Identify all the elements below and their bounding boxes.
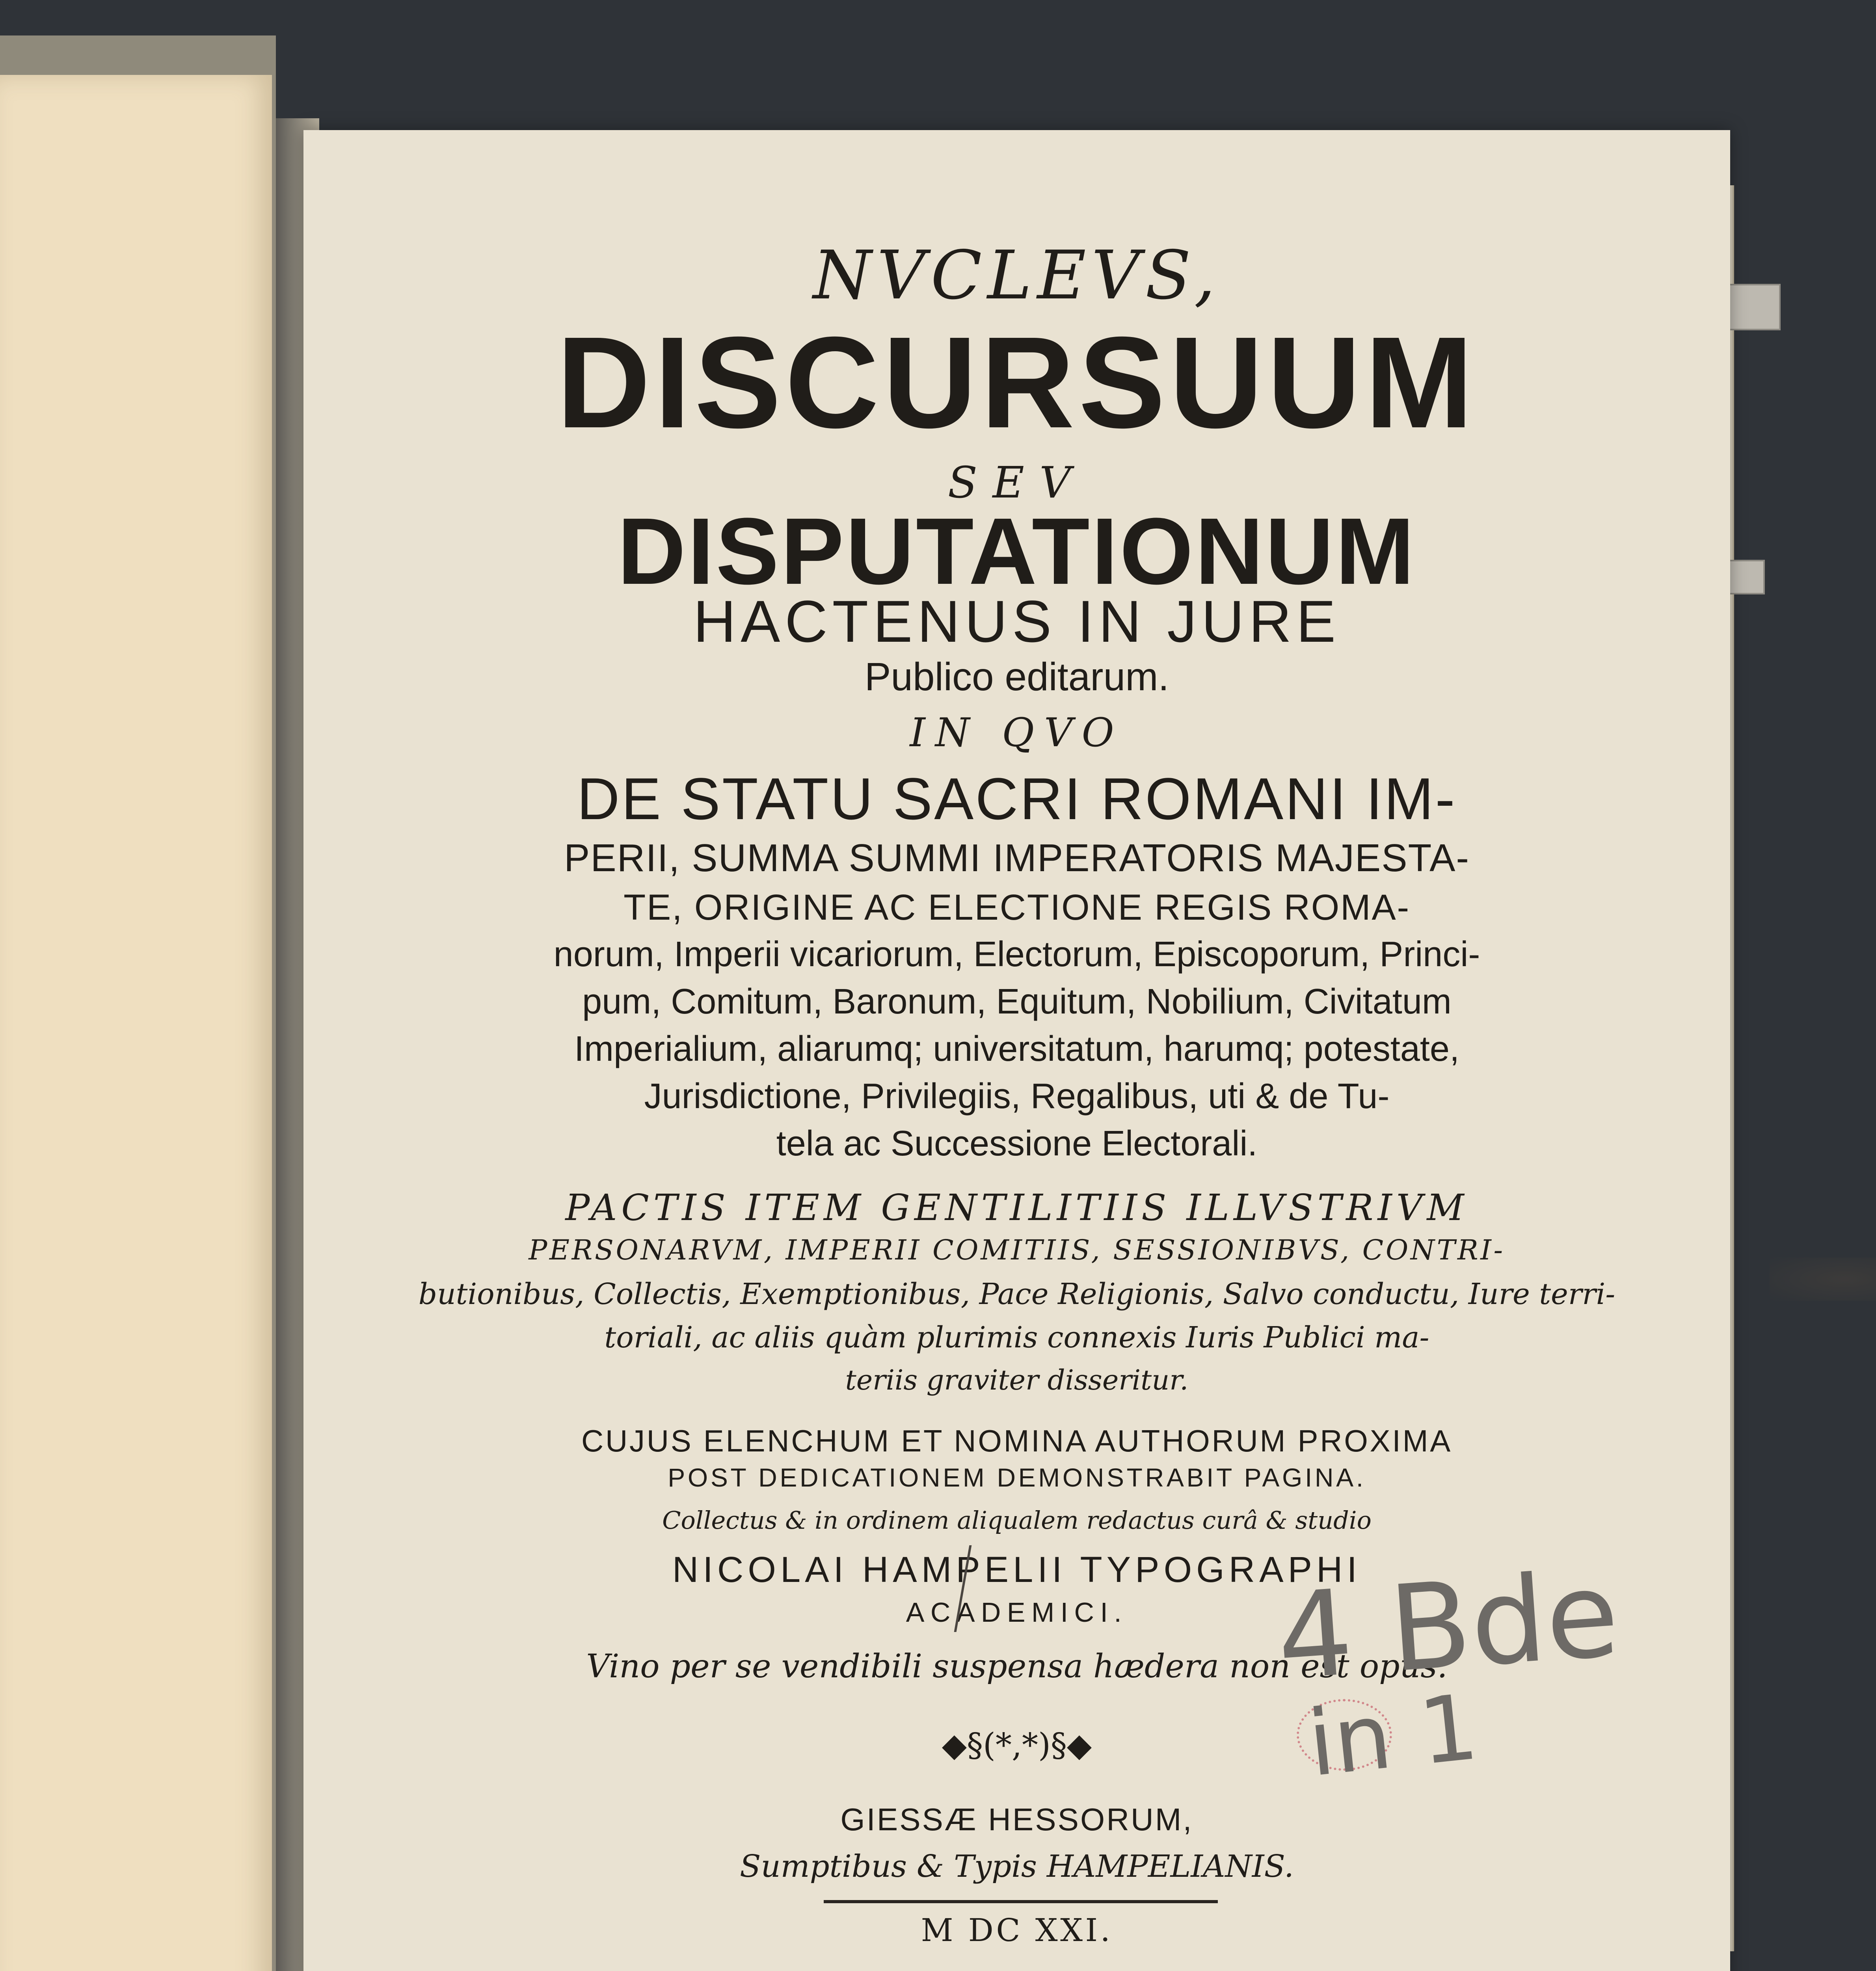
title-seu: SEV [947,457,1086,508]
body-line: PERII, SUMMA SUMMI IMPERATORIS MAJESTA- [564,836,1470,879]
handwritten-note: 4 Bde [1272,1545,1623,1706]
title-nucleus: NVCLEVS, [813,237,1221,315]
title-hactenus: HACTENUS IN JURE [693,588,1341,654]
printer-ornament: ◆§(*,*)§◆ [942,1727,1092,1764]
title-disputationum: DISPUTATIONUM [617,498,1416,604]
cujus-line: CUJUS ELENCHUM ET NOMINA AUTHORUM PROXIMA [581,1423,1452,1458]
title-discursuum: DISCURSUUM [556,309,1477,455]
post-line: POST DEDICATIONEM DEMONSTRABIT PAGINA. [668,1463,1366,1492]
body-line: pum, Comitum, Baronum, Equitum, Nobilium, Civitatum [582,982,1452,1021]
body-line: Imperialium, aliarumq; universitatum, harumq; potestate, [574,1029,1459,1069]
title-page [303,130,1730,1971]
pactis-line: PERSONARVM, IMPERII COMITIIS, SESSIONIBVS, CONTRI- [529,1234,1505,1266]
pactis-line: PACTIS ITEM GENTILITIIS ILLVSTRIVM [565,1187,1468,1229]
body-line: Jurisdictione, Privilegiis, Regalibus, uti & de Tu- [644,1077,1390,1116]
left-endpaper [0,75,272,1971]
motto-line: Vino per se vendibili suspensa hædera non est opus. [586,1648,1448,1685]
academici-line: ACADEMICI. [906,1597,1128,1628]
imprint-place: GIESSÆ HESSORUM, [840,1802,1193,1837]
title-in-quo: IN QVO [910,710,1124,756]
body-line: tela ac Successione Electorali. [776,1124,1258,1163]
ink-smudge [1770,1257,1876,1301]
handwritten-note: in 1 [1303,1675,1483,1797]
body-line: DE STATU SACRI ROMANI IM- [577,766,1457,832]
author-name: NICOLAI HAMPELII TYPOGRAPHI [672,1550,1362,1590]
imprint-printer: Sumptibus & Typis HAMPELIANIS. [740,1849,1294,1884]
pactis-line: toriali, ac aliis quàm plurimis connexis Iuris Publici ma- [604,1321,1429,1354]
body-line: norum, Imperii vicariorum, Electorum, Episcoporum, Princi- [553,935,1480,974]
pactis-line: butionibus, Collectis, Exemptionibus, Pace Religionis, Salvo conductu, Iure terri- [418,1277,1615,1311]
collectus-line: Collectus & in ordinem aliqualem redactus curâ & studio [662,1506,1372,1535]
title-publico: Publico editarum. [864,655,1169,699]
pactis-line: teriis graviter disseritur. [845,1364,1189,1396]
imprint-year: M DC XXI. [921,1912,1113,1949]
imprint-rule [824,1900,1218,1903]
body-line: TE, ORIGINE AC ELECTIONE REGIS ROMA- [623,887,1410,928]
